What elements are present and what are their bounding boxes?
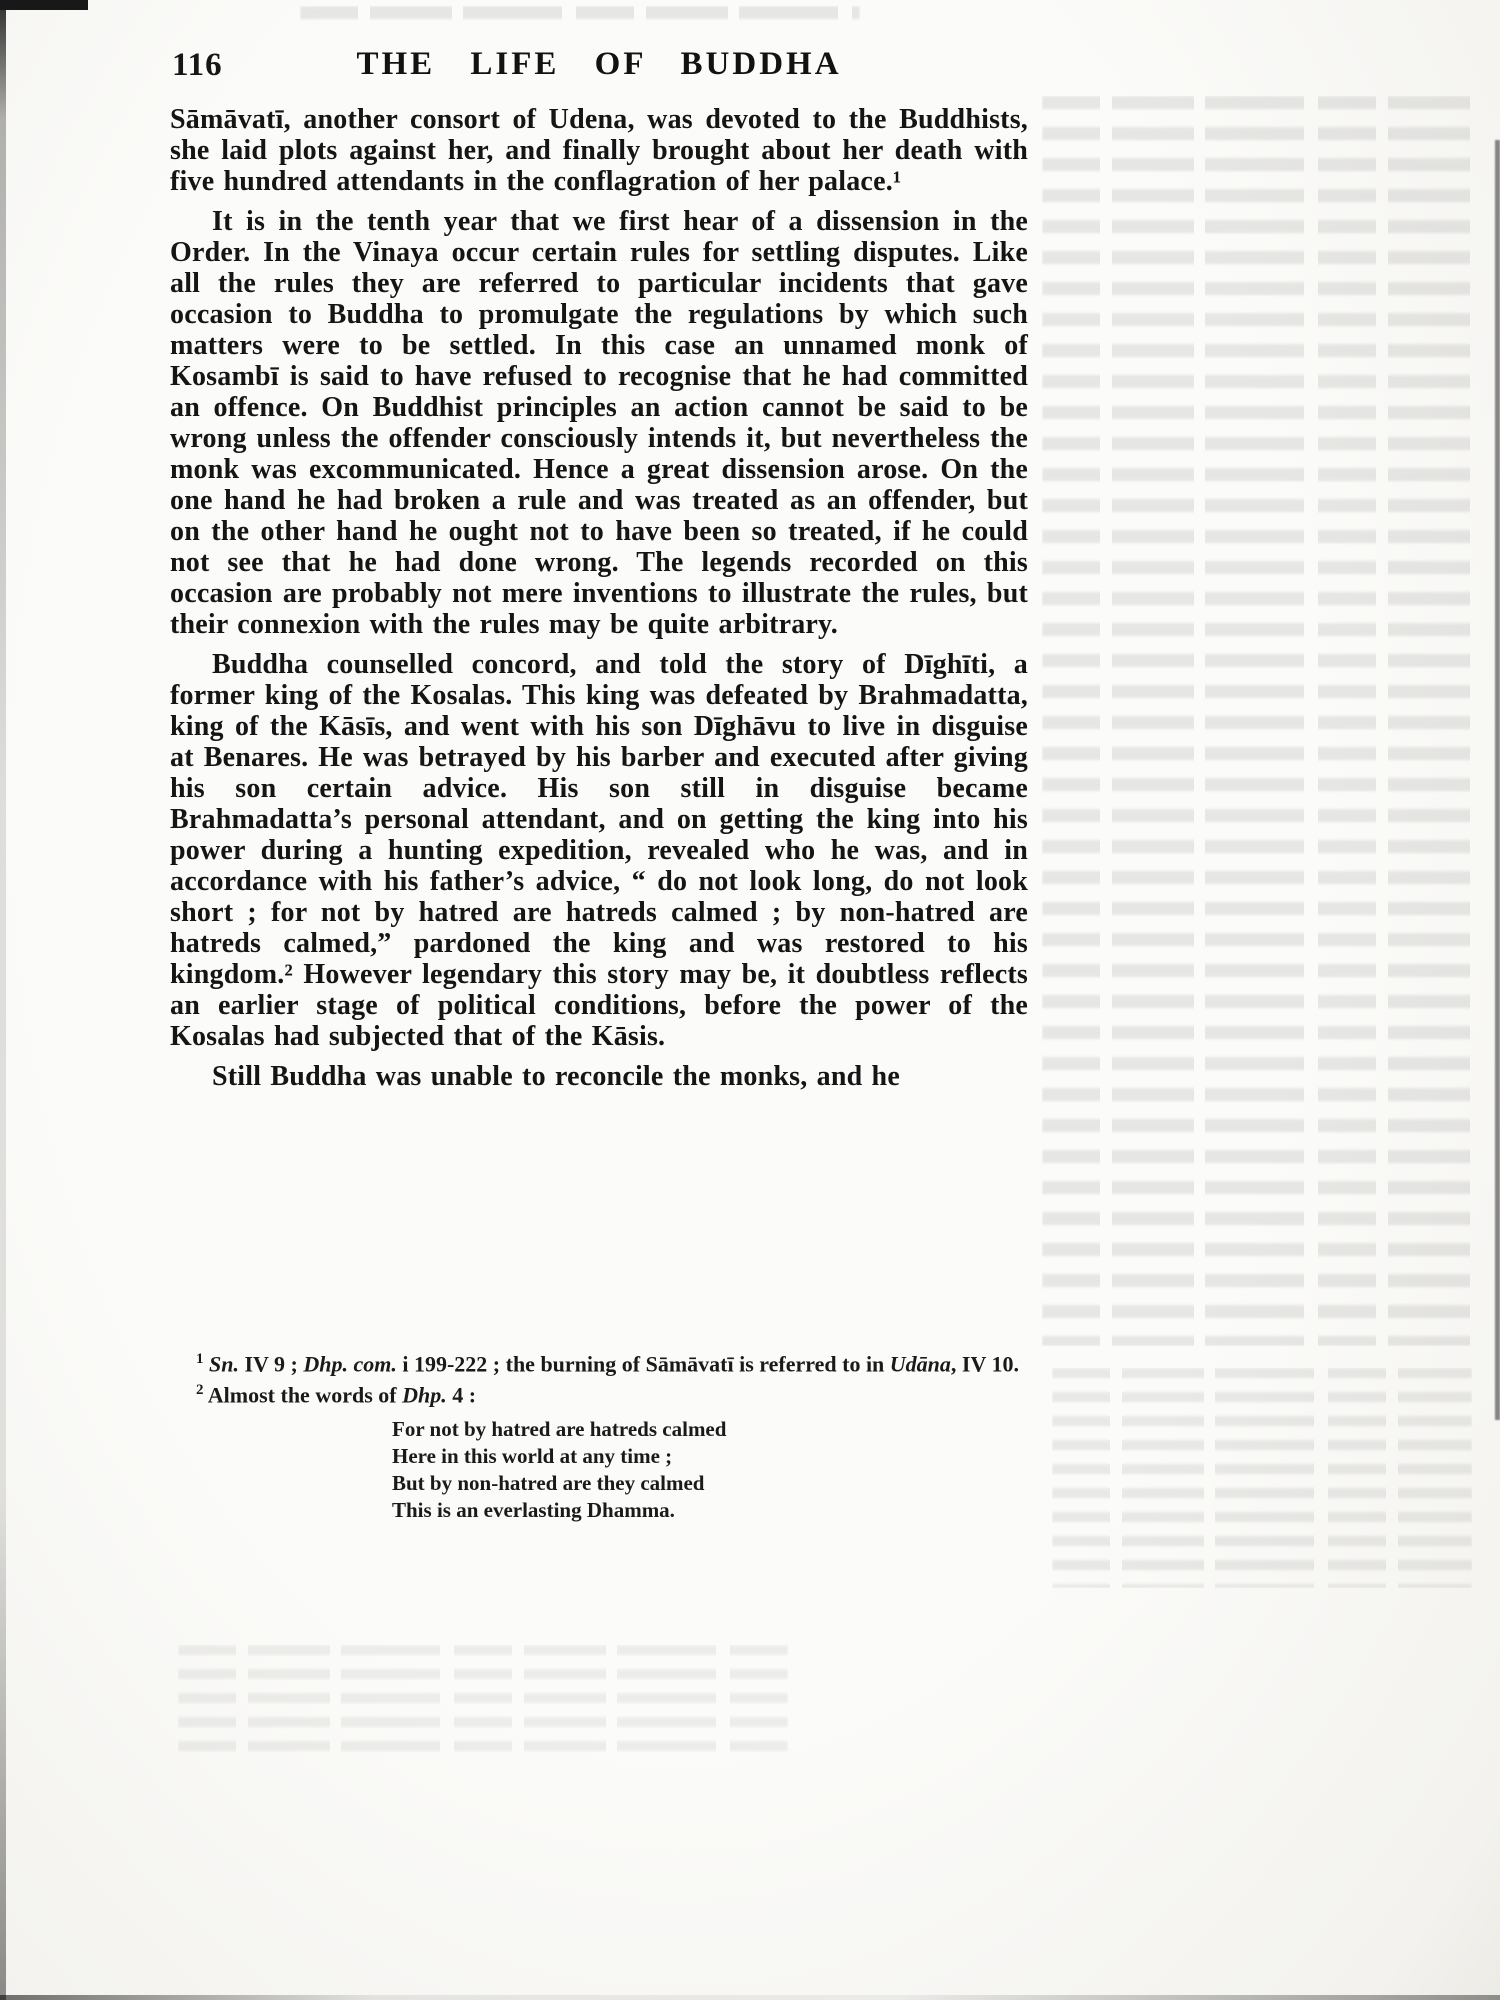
paragraph-dighiti-story: Buddha counselled concord, and told the story of Dīghīti, a former king of the Kosalas. This king was defeated by Brahmadatta, king of the Kāsīs, and went with his son Dīghāvu to live in disguise at Benares. He was betrayed by his barber and executed after giving his son certain advice. His son still in disguise became Brahmadatta’s personal attendant, and on getting the king into his power during a hunting expedition, revealed who he was, and in accordance with his father’s advice, “ do not look long, do not look short ; for not by hatred are hatreds calmed ; by non-hatred are hatreds calmed,” pardoned the king and was restored to his kingdom.² However legendary this story may be, it doubtless reflects an earlier stage of political conditions, before the power of the Kosalas had subjected that of the Kāsis.	[170, 649, 1028, 1052]
footnote-1-text: i 199-222 ; the burning of Sāmāvatī is referred to in	[396, 1351, 890, 1377]
bleedthrough-texture-top-header	[300, 6, 860, 28]
footnote-1-ref-dhp-com: Dhp. com.	[303, 1351, 397, 1377]
paragraph-dissension: It is in the tenth year that we first hear of a dissension in the Order. In the Vinaya occur certain rules for settling disputes. Like all the rules they are referred to particular incidents that gave occasion to Buddha to promulgate the regulations by which such matters were to be settled. In this case an unnamed monk of Kosambī is said to have refused to recognise that he had committed an offence. On Buddhist principles an action cannot be said to be wrong unless the offender consciously intends it, but nevertheless the monk was excommunicated. Hence a great dissension arose. On the one hand he had broken a rule and was treated as an offender, but on the other hand he ought not to have been so treated, if he could not see that he had done wrong. The legends recorded on this occasion are probably not mere inventions to illustrate the rules, but their connexion with the rules may be quite arbitrary.	[170, 206, 1028, 640]
footnote-2-text: Almost the words of	[207, 1382, 403, 1408]
bleedthrough-texture-right-bottom	[1052, 1368, 1472, 1588]
footnote-1-text: , IV 10.	[950, 1351, 1019, 1377]
page-title: THE LIFE OF BUDDHA	[356, 46, 842, 82]
footnote-2	[170, 1377, 1036, 1408]
verse-line-4: This is an everlasting Dhamma.	[392, 1497, 675, 1522]
body-text	[170, 104, 1028, 1101]
bleedthrough-texture-bottom-left	[178, 1645, 788, 1765]
page-number: 116	[172, 47, 223, 83]
paragraph-still-buddha: Still Buddha was unable to reconcile the monks, and he	[212, 1061, 900, 1092]
scan-edge-artifact-top-left	[0, 0, 88, 10]
verse-line-2: Here in this world at any time ;	[392, 1443, 673, 1468]
footnotes	[170, 1346, 1036, 1524]
scan-edge-artifact-bottom	[0, 1995, 1500, 2000]
footnote-1-text: IV 9 ;	[238, 1351, 304, 1377]
footnote-1-marker: 1	[196, 1351, 204, 1367]
page-header	[170, 46, 1028, 88]
footnote-1-ref-sn: Sn.	[208, 1351, 239, 1377]
verse-line-3: But by non-hatred are they calmed	[392, 1470, 705, 1495]
scan-edge-artifact-right	[1495, 140, 1500, 1420]
scan-edge-artifact-left	[0, 0, 6, 2000]
dhammapada-verse	[392, 1416, 1036, 1524]
bleedthrough-texture-right-column	[1042, 96, 1478, 1346]
footnote-2-text: 4 :	[446, 1382, 477, 1408]
verse-line-1: For not by hatred are hatreds calmed	[392, 1416, 727, 1441]
footnote-2-marker: 2	[196, 1382, 204, 1399]
footnote-1-ref-udana: Udāna	[889, 1351, 951, 1377]
paragraph-samavati: Sāmāvatī, another consort of Udena, was devoted to the Buddhists, she laid plots against her, and finally brought about her death with five hundred attendants in the conflagration of her palace.¹	[170, 104, 1028, 197]
footnote-1	[170, 1346, 1036, 1377]
footnote-2-ref-dhp: Dhp.	[402, 1382, 447, 1408]
